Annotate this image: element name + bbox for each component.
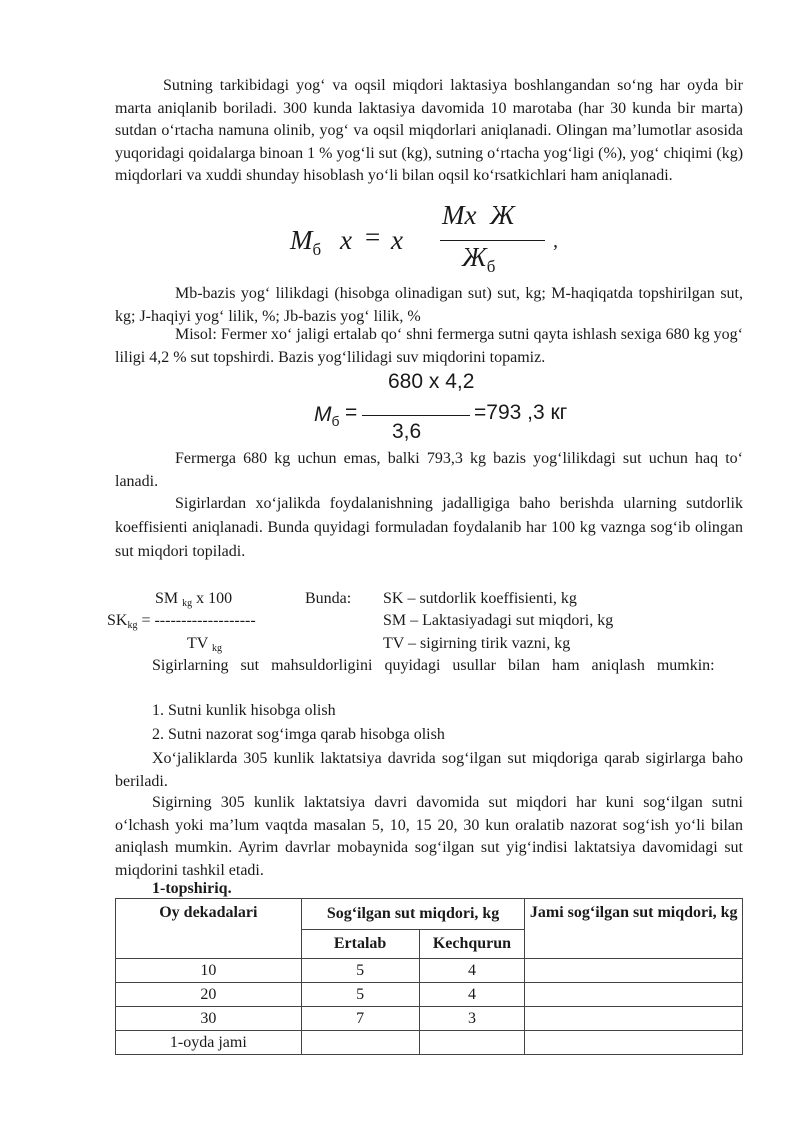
formula2-denominator: 3,6 <box>392 420 422 443</box>
paragraph-lactation: Sigirning 305 kunlik laktatsiya davri davomida sut miqdori har kuni sog‘ilgan sutni o‘lchash yoki ma’lum vaqtda masalan 5, 10, 15 20, 30 kun oralatib nazorat sog‘ish yo‘li bilan aniqlash mumkin. Ayrim davrlar mobaynida sog‘ilgan sut yig‘indisi laktatsiya davomidagi sut miqdorini tashkil etadi. <box>115 794 743 879</box>
paragraph-coefficient: Sigirlardan xo‘jalikda foydalanishning jadalligiga baho berishda ularning sutdorlik koeffisienti aniqlanadi. Bunda quyidagi formuladan foydalanib har 100 kg vaznga sog‘ib olingan sut miqdori topiladi. <box>115 495 743 560</box>
task-title: 1-topshiriq. <box>152 880 232 897</box>
table-row <box>116 959 743 983</box>
formula1-denominator: $Ж_б$ <box>462 242 496 276</box>
table-row <box>116 1007 743 1031</box>
cell-evening: 4 <box>419 959 525 983</box>
paragraph-methods: Sigirlarning sut mahsuldorligini quyidagi usullar bilan ham aniqlash mumkin: <box>152 657 715 674</box>
list-item-control: 2. Sutni nazorat sog‘imga qarab hisobga olish <box>152 726 445 743</box>
paragraph-305-days: Xo‘jaliklarda 305 kunlik laktatsiya davrida sog‘ilgan sut miqdoriga qarab sigirlarga baho beriladi. <box>115 750 743 790</box>
formula1-x1: x <box>340 225 352 255</box>
header-total: Jami sog‘ilgan sut miqdori, kg <box>525 899 743 959</box>
header-evening: Kechqurun <box>419 930 525 959</box>
cell-morning: 5 <box>301 959 419 983</box>
cell-morning <box>301 1031 419 1055</box>
formula3-def-sk: SK – sutdorlik koeffisienti, kg <box>383 590 577 607</box>
formula3-lhs: $SK_{kg}$ = ------------------- <box>107 612 256 631</box>
formula2-numerator: 680 x 4,2 <box>388 370 475 393</box>
formula1-comma: , <box>553 230 558 252</box>
cell-total <box>525 1007 743 1031</box>
formula3-denominator: TV $_{kg}$ <box>187 635 223 654</box>
paragraph-fat-protein: Sutning tarkibidagi yog‘ va oqsil miqdori laktasiya boshlangandan so‘ng har oyda bir marta aniqlanib boriladi. 300 kunda laktasiya davomida 10 marotaba (har 30 kunda bir marta) sutdan o‘rtacha namuna olinib, yog‘ va oqsil miqdorlari aniqlanadi. Olingan ma’lumotlar asosida yuqoridagi qoidalarga binoan 1 % yog‘li sut (kg), sutning o‘rtacha yog‘ligi (%), yog‘ chiqimi (kg) miqdorlari va xuddi shunday hisoblash yo‘li bilan oqsil ko‘rsatkichlari ham aniqlanadi. <box>115 77 744 185</box>
paragraph-payment: Fermerga 680 kg uchun emas, balki 793,3 kg bazis yog‘lilikdagi sut uchun haq to‘ lanadi. <box>115 450 743 490</box>
paragraph-example: Misol: Fermer xo‘ jaligi ertalab qo‘ shni fermerga sutni qayta ishlash sexiga 680 kg yog‘ liligi 4,2 % sut topshirdi. Bazis yog‘lilidagi suv miqdorini topamiz. <box>115 326 743 366</box>
paragraph-definitions: Mb-bazis yog‘ lilikdagi (hisobga olinadigan sut) sut, kg; M-haqiqatda topshirilgan sut, kg; J-haqiyi yog‘ lilik, %; Jb-bazis yog‘ lilik, % <box>115 285 743 325</box>
cell-decade: 10 <box>116 959 302 983</box>
formula2-lhs: $M_б$ <box>314 403 340 429</box>
cell-total <box>525 959 743 983</box>
header-morning: Ertalab <box>301 930 419 959</box>
cell-evening <box>419 1031 525 1055</box>
header-milked-amount: Sog‘ilgan sut miqdori, kg <box>301 899 525 930</box>
formula3-bunda-label: Bunda: <box>305 590 352 607</box>
header-decades: Oy dekadalari <box>116 899 302 959</box>
milk-yield-table <box>115 898 743 1055</box>
table-row <box>116 1031 743 1055</box>
formula1-numerator: Mx Ж <box>442 200 515 230</box>
formula3-numerator: SM $_{kg}$ x 100 <box>155 590 233 609</box>
cell-total <box>525 1031 743 1055</box>
formula1-lhs: $M_б$ <box>290 225 322 259</box>
formula1-eq: = <box>365 222 381 252</box>
formula3-def-sm: SM – Laktasiyadagi sut miqdori, kg <box>383 612 614 629</box>
cell-total <box>525 983 743 1007</box>
formula2-result: =793 ,3 кг <box>474 401 568 424</box>
formula3-def-tv: TV – sigirning tirik vazni, kg <box>383 635 571 652</box>
cell-evening: 3 <box>419 1007 525 1031</box>
cell-decade: 30 <box>116 1007 302 1031</box>
cell-evening: 4 <box>419 983 525 1007</box>
formula2-fraction-bar <box>362 415 470 416</box>
cell-decade: 20 <box>116 983 302 1007</box>
cell-decade: 1-oyda jami <box>116 1031 302 1055</box>
table-row <box>116 983 743 1007</box>
cell-morning: 5 <box>301 983 419 1007</box>
list-item-daily: 1. Sutni kunlik hisobga olish <box>152 702 336 719</box>
formula1-fraction-bar <box>440 240 545 241</box>
formula2-eq: = <box>345 401 358 424</box>
formula1-x2: x <box>391 225 403 255</box>
cell-morning: 7 <box>301 1007 419 1031</box>
